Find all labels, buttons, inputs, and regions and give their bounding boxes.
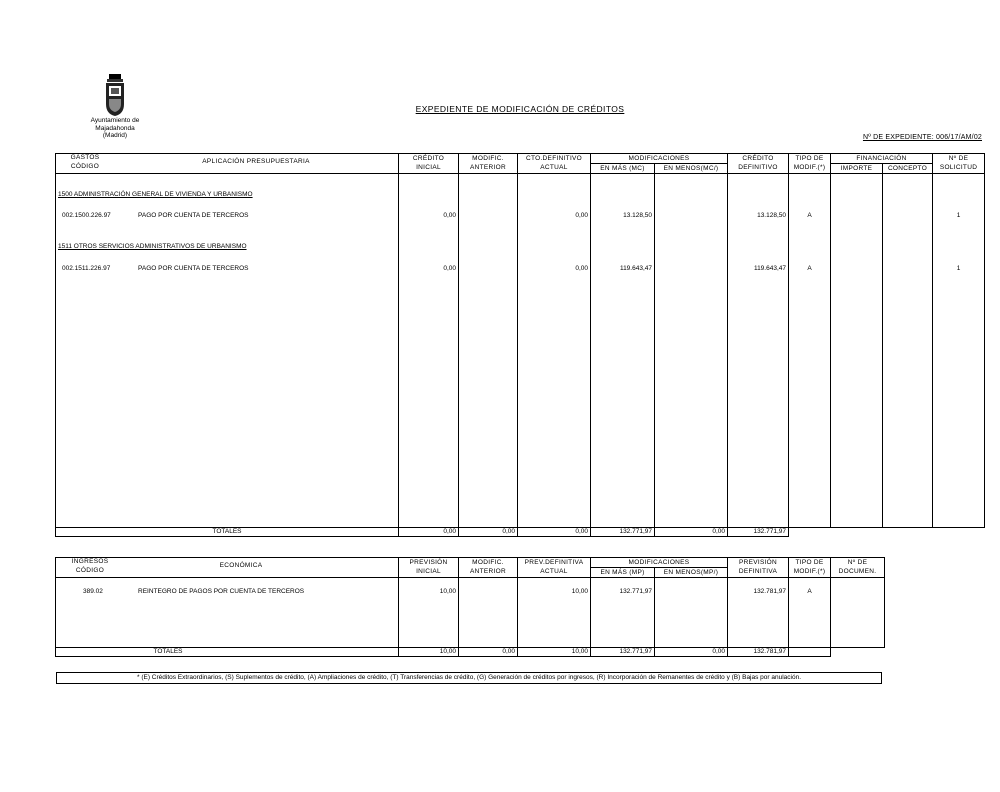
en-menos-header: EN MENOS(MC/): [655, 164, 728, 174]
ing-row-actual: 10,00: [571, 588, 588, 595]
row-1500-inicial: 0,00: [443, 212, 456, 219]
gastos-total-anterior: 0,00: [459, 528, 518, 537]
ingresos-codigo-label: CÓDIGO: [75, 567, 105, 574]
ing-row-inicial: 10,00: [439, 588, 456, 595]
row-1511-tipo: A: [807, 265, 812, 272]
org-line-3: (Madrid): [102, 132, 128, 139]
section-title-1500: 1500 ADMINISTRACIÓN GENERAL DE VIVIENDA Y URBANISMO: [58, 191, 253, 198]
ing-col-inicial: [399, 578, 459, 648]
ing-en-menos-header: EN MENOS(MP/): [655, 568, 728, 578]
ing-en-mas-header: EN MÁS (MP): [591, 568, 655, 578]
ing-row-tipo: A: [807, 588, 812, 595]
ing-col-actual: [518, 578, 591, 648]
tipo-modif-header-2: MODIF.(*): [789, 164, 831, 174]
col-concepto: [883, 174, 933, 528]
prevision-definitiva-header-2: DEFINITIVA: [728, 568, 789, 578]
col-inicial: [399, 174, 459, 528]
row-1500-solicitud: 1: [956, 212, 961, 219]
row-1500-tipo: A: [807, 212, 812, 219]
ing-row-desc: REINTEGRO DE PAGOS POR CUENTA DE TERCEROS: [138, 588, 305, 595]
ing-col-en-menos: [655, 578, 728, 648]
ing-tipo-header-1: TIPO DE: [789, 558, 831, 568]
codigo-label: CÓDIGO: [70, 163, 100, 170]
ing-total-tipo: [789, 648, 831, 657]
economica-label: ECONÓMICA: [219, 562, 263, 569]
row-1511-actual: 0,00: [575, 265, 588, 272]
modific-anterior-header-1: MODIFIC.: [459, 154, 518, 164]
gastos-total-en-mas: 132.771,97: [591, 528, 655, 537]
ing-total-inicial: 10,00: [399, 648, 459, 657]
ingresos-detail-cell: [56, 578, 399, 648]
ing-row-en-mas: 132.771,97: [619, 588, 652, 595]
row-1500-codigo: 002.1500.226.97: [62, 212, 111, 219]
row-1511-codigo: 002.1511.226.97: [62, 265, 111, 272]
documen-header-2: DOCUMEN.: [831, 568, 885, 578]
ing-total-blank: [831, 648, 885, 657]
ing-total-anterior: 0,00: [459, 648, 518, 657]
gastos-total-tipo: [789, 528, 831, 537]
importe-header: IMPORTE: [831, 164, 883, 174]
col-importe: [831, 174, 883, 528]
concepto-header: CONCEPTO: [883, 164, 933, 174]
row-1511-solicitud: 1: [956, 265, 961, 272]
ing-total-en-menos: 0,00: [655, 648, 728, 657]
gastos-total-definitivo: 132.771,97: [728, 528, 789, 537]
row-1500-en-mas: 13.128,50: [623, 212, 652, 219]
en-mas-header: EN MÁS (MC): [591, 164, 655, 174]
prev-definitiva-header-2: ACTUAL: [518, 568, 591, 578]
row-1511-inicial: 0,00: [443, 265, 456, 272]
ingresos-codigo-header: [56, 558, 399, 578]
ing-modific-header-2: ANTERIOR: [459, 568, 518, 578]
gastos-total-blank-3: [933, 528, 985, 537]
row-1511-desc: PAGO POR CUENTA DE TERCEROS: [138, 265, 249, 272]
ingresos-totales-row: [56, 648, 885, 657]
ingresos-totales-label: TOTALES: [56, 648, 399, 657]
aplicacion-label: APLICACIÓN PRESUPUESTARIA: [202, 158, 310, 165]
row-1500-actual: 0,00: [575, 212, 588, 219]
expediente-number: Nº DE EXPEDIENTE: 006/17/AM/02: [862, 134, 982, 141]
organization-name: [70, 117, 160, 140]
ingresos-body: [56, 578, 885, 648]
gastos-total-actual: 0,00: [518, 528, 591, 537]
gastos-label: GASTOS: [70, 154, 100, 161]
gastos-total-en-menos: 0,00: [655, 528, 728, 537]
org-line-1: Ayuntamiento de: [90, 117, 140, 124]
gastos-total-inicial: 0,00: [399, 528, 459, 537]
col-definitivo: [728, 174, 789, 528]
tipo-modif-header-1: TIPO DE: [789, 154, 831, 164]
solicitud-header-1: Nº DE: [933, 154, 985, 164]
prevision-inicial-header-2: INICIAL: [399, 568, 459, 578]
credito-inicial-header-1: CRÉDITO: [399, 154, 459, 164]
coat-of-arms-logo: [100, 74, 130, 116]
ing-col-doc: [831, 578, 885, 648]
modific-anterior-header-2: ANTERIOR: [459, 164, 518, 174]
credito-definitivo-header-1: CRÉDITO: [728, 154, 789, 164]
ing-modificaciones-header: MODIFICACIONES: [591, 558, 728, 568]
ing-row-definitiva: 132.781,97: [753, 588, 786, 595]
col-actual: [518, 174, 591, 528]
solicitud-header-2: SOLICITUD: [933, 164, 985, 174]
row-1500-desc: PAGO POR CUENTA DE TERCEROS: [138, 212, 249, 219]
ingresos-label: INGRESOS: [71, 558, 109, 565]
row-1511-en-mas: 119.643,47: [619, 265, 652, 272]
ing-total-actual: 10,00: [518, 648, 591, 657]
documen-header-1: Nº DE: [831, 558, 885, 568]
page-title: EXPEDIENTE DE MODIFICACIÓN DE CRÉDITOS: [415, 104, 625, 114]
col-anterior: [459, 174, 518, 528]
gastos-codigo-header: [56, 154, 399, 174]
ing-modific-header-1: MODIFIC.: [459, 558, 518, 568]
ing-row-codigo: 389.02: [83, 588, 103, 595]
credito-inicial-header-2: INICIAL: [399, 164, 459, 174]
cto-definitivo-header-2: ACTUAL: [518, 164, 591, 174]
ing-col-en-mas: [591, 578, 655, 648]
ing-tipo-header-2: MODIF.(*): [789, 568, 831, 578]
ingresos-table: [55, 557, 885, 657]
gastos-totales-label: TOTALES: [56, 528, 399, 537]
row-1500-definitivo: 13.128,50: [757, 212, 786, 219]
ing-col-tipo: [789, 578, 831, 648]
prevision-definitiva-header-1: PREVISIÓN: [728, 558, 789, 568]
col-tipo: [789, 174, 831, 528]
ing-total-definitiva: 132.781,97: [728, 648, 789, 657]
credito-definitivo-header-2: DEFINITIVO: [728, 164, 789, 174]
cto-definitivo-header-1: CTO.DEFINITIVO: [518, 154, 591, 164]
modificaciones-header: MODIFICACIONES: [591, 154, 728, 164]
footnote-legend: * (E) Créditos Extraordinarios, (S) Suplementos de crédito, (A) Ampliaciones de crédito, (T) Transferencias de crédito, (G) Generación de créditos por ingresos, (R) Incorporación de Remanentes de crédito y (B) Bajas por anulación.: [56, 672, 882, 684]
prevision-inicial-header-1: PREVISIÓN: [399, 558, 459, 568]
ing-col-anterior: [459, 578, 518, 648]
ing-col-definitiva: [728, 578, 789, 648]
col-en-menos: [655, 174, 728, 528]
gastos-body: [56, 174, 985, 528]
gastos-totales-row: [56, 528, 985, 537]
gastos-table: [55, 153, 985, 537]
col-solicitud: [933, 174, 985, 528]
gastos-total-blank-1: [831, 528, 883, 537]
financiacion-header: FINANCIACIÓN: [831, 154, 933, 164]
gastos-total-blank-2: [883, 528, 933, 537]
section-title-1511: 1511 OTROS SERVICIOS ADMINISTRATIVOS DE URBANISMO: [58, 243, 247, 250]
row-1511-definitivo: 119.643,47: [753, 265, 786, 272]
ing-total-en-mas: 132.771,97: [591, 648, 655, 657]
prev-definitiva-header-1: PREV.DEFINITIVA: [518, 558, 591, 568]
org-line-2: Majadahonda: [95, 124, 135, 132]
gastos-detail-cell: [56, 174, 399, 528]
col-en-mas: [591, 174, 655, 528]
